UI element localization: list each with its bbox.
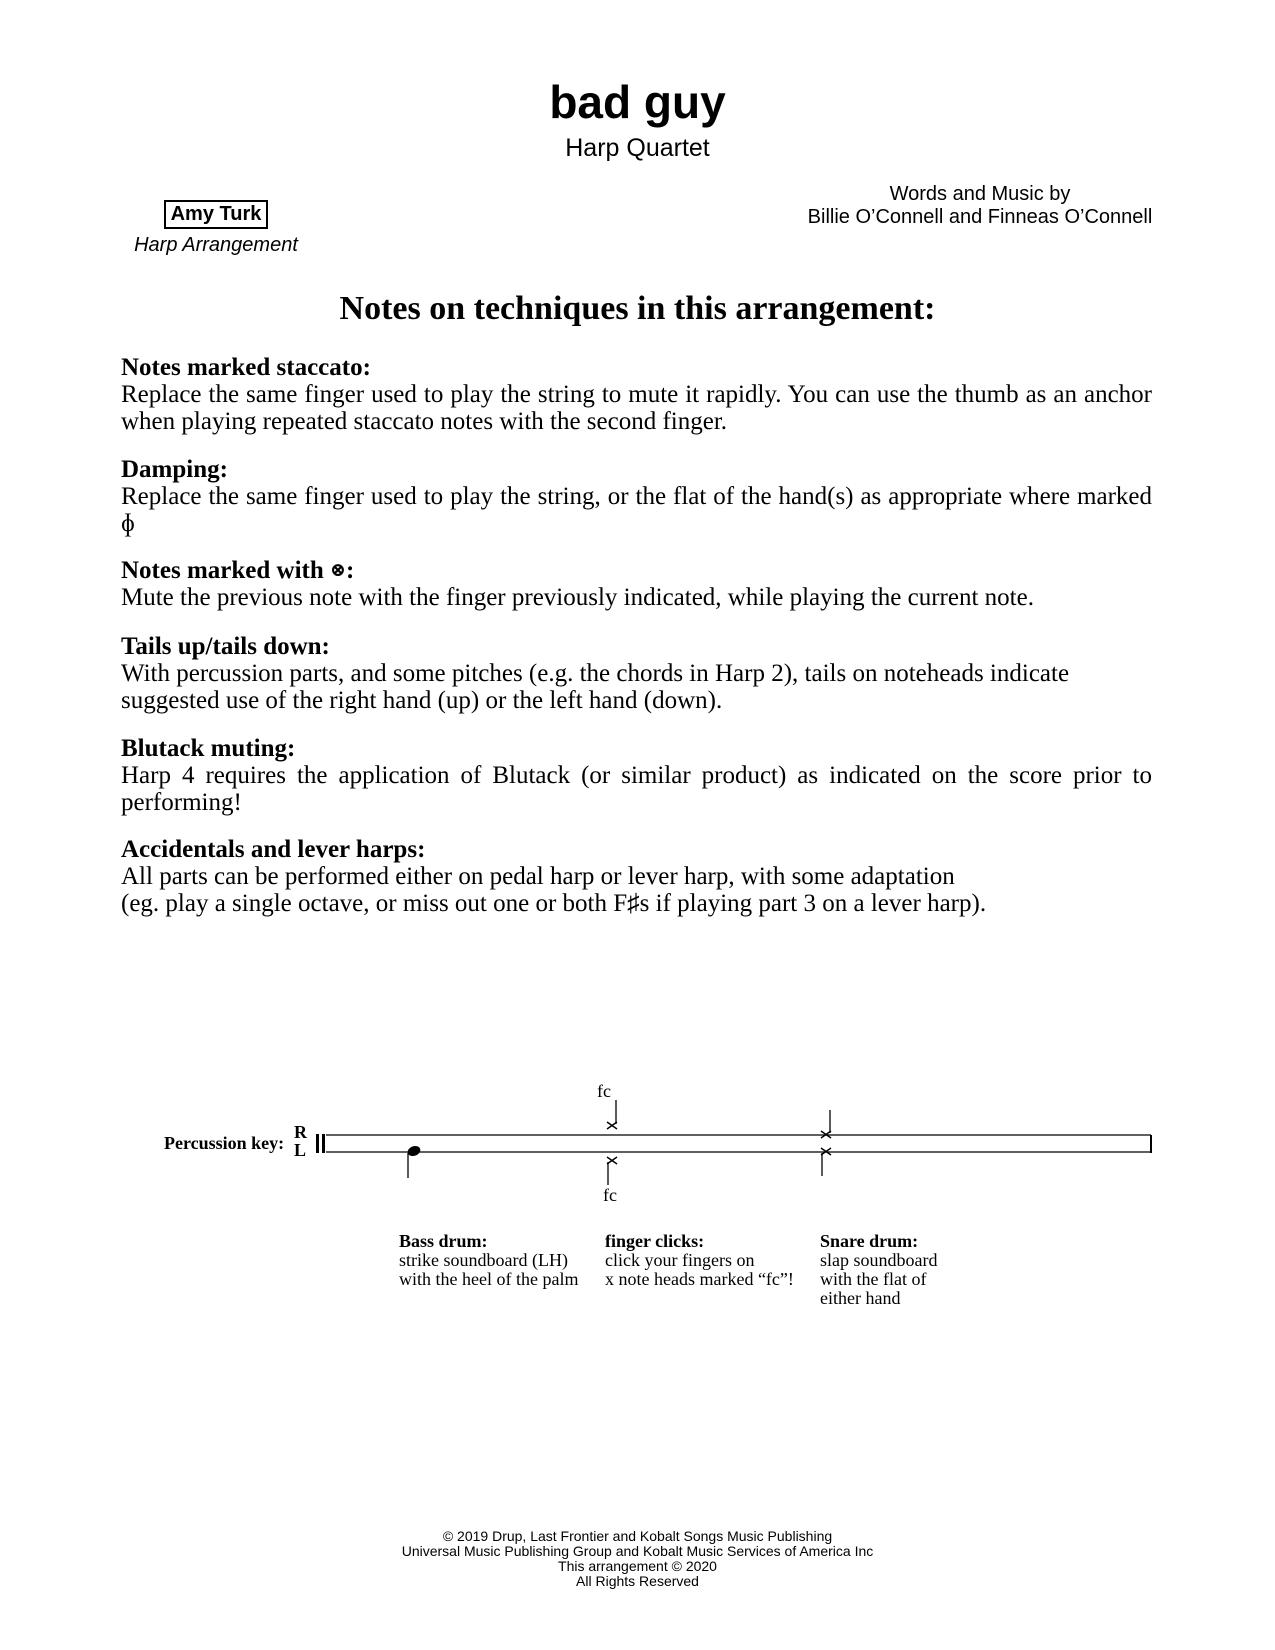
bass-drum-line-2: with the heel of the palm (399, 1269, 579, 1289)
circled-x-icon: ⊗ (330, 560, 346, 581)
left-hand-label: L (294, 1140, 307, 1160)
section-body: Replace the same finger used to play the string to mute it rapidly. You can use the thumb as an anchor when playing repeated staccato notes with the second finger. (121, 381, 1152, 435)
arranger-role: Harp Arrangement (134, 234, 298, 256)
score-title: bad guy (549, 76, 726, 128)
section-body: Harp 4 requires the application of Blutack (or similar product) as indicated on the score prior to performing! (121, 762, 1152, 816)
marked-with-title: Notes marked with (121, 557, 324, 584)
footer-line-4: All Rights Reserved (576, 1573, 699, 1589)
marked-with-colon: : (345, 557, 355, 584)
right-hand-label: R (294, 1122, 307, 1142)
footer-line-3: This arrangement © 2020 (558, 1558, 717, 1574)
snare-drum-line-3: either hand (820, 1288, 901, 1308)
snare-drum-line-2: with the flat of (820, 1269, 927, 1289)
section-body-line-1: All parts can be performed either on pedal harp or lever harp, with some adaptation (121, 863, 955, 890)
fc-label-bottom: fc (603, 1185, 617, 1205)
arranger-name: Amy Turk (164, 200, 269, 229)
section-title: Tails up/tails down: (121, 633, 330, 660)
percussion-key-label: Percussion key: (164, 1133, 285, 1153)
section-body-line-2: (eg. play a single octave, or miss out one or both F♯s if playing part 3 on a lever harp). (121, 890, 987, 917)
section-title: Accidentals and lever harps: (121, 836, 426, 863)
section-body: With percussion parts, and some pitches (e.g. the chords in Harp 2), tails on noteheads indicate suggested use of the right hand (up) or the left hand (down). (121, 660, 1070, 714)
footer-line-1: © 2019 Drup, Last Frontier and Kobalt Songs Music Publishing (442, 1528, 833, 1544)
section-title: Damping: (121, 456, 228, 483)
finger-click-top-note-icon (607, 1100, 617, 1129)
damping-symbol-icon: ɸ (121, 510, 135, 537)
snare-drum-note-icon (821, 1110, 831, 1176)
section-body: Mute the previous note with the finger previously indicated, while playing the current note. (121, 584, 1034, 611)
footer-line-2: Universal Music Publishing Group and Kobalt Music Services of America Inc (401, 1543, 874, 1559)
notes-heading: Notes on techniques in this arrangement: (339, 290, 936, 327)
bass-drum-description (399, 1232, 578, 1289)
snare-drum-description (820, 1232, 937, 1308)
credits-line-1: Words and Music by (889, 183, 1071, 205)
percussion-clef-icon (316, 1134, 319, 1153)
finger-clicks-description (605, 1232, 794, 1289)
section-title: Blutack muting: (121, 735, 296, 762)
finger-clicks-title: finger clicks: (605, 1231, 705, 1251)
fc-label-top: fc (597, 1081, 611, 1101)
damping-text: Replace the same finger used to play the string, or the flat of the hand(s) as appropriate where marked (121, 483, 1152, 510)
score-subtitle: Harp Quartet (565, 134, 710, 162)
finger-click-bottom-note-icon (607, 1157, 617, 1185)
credits-line-2: Billie O’Connell and Finneas O’Connell (807, 206, 1153, 228)
section-title: Notes marked staccato: (121, 354, 371, 381)
bass-drum-line-1: strike soundboard (LH) (399, 1250, 568, 1270)
copyright-footer (0, 1529, 1275, 1589)
finger-clicks-line-2: x note heads marked “fc”! (605, 1269, 794, 1289)
bass-drum-title: Bass drum: (399, 1231, 488, 1251)
finger-clicks-line-1: click your fingers on (605, 1250, 755, 1270)
snare-drum-line-1: slap soundboard (820, 1250, 938, 1270)
snare-drum-title: Snare drum: (820, 1231, 919, 1251)
